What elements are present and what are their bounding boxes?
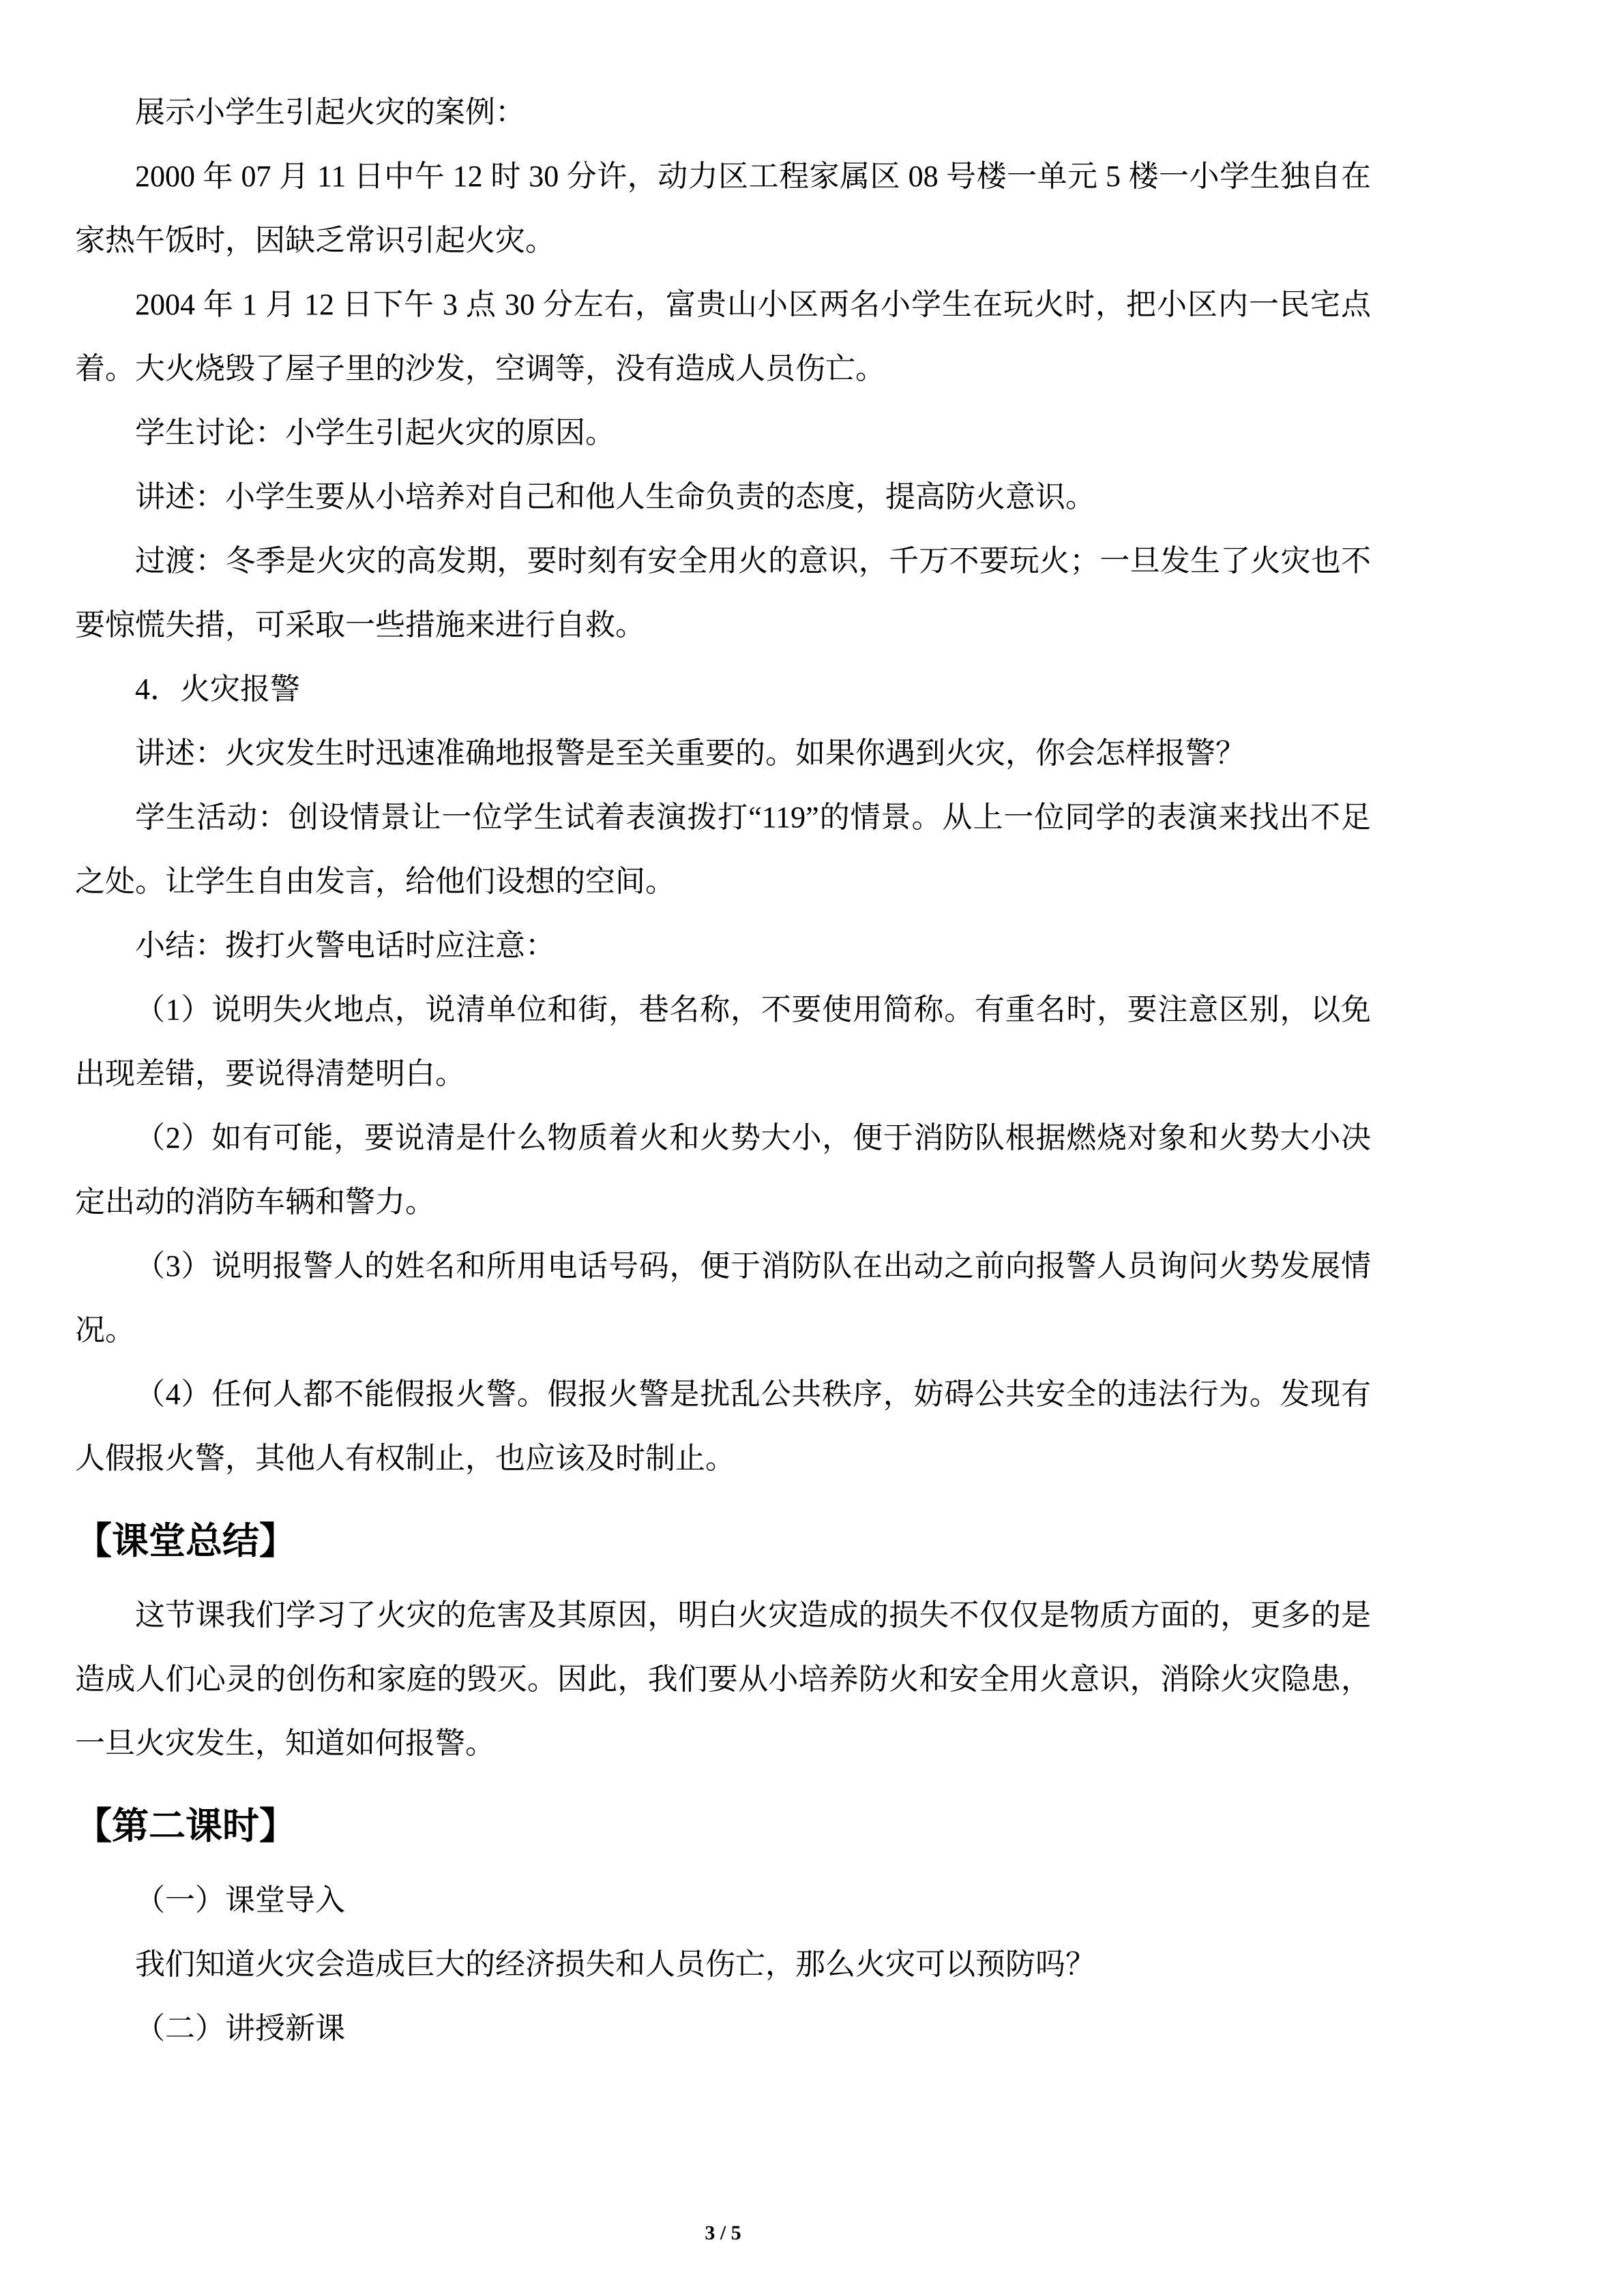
paragraph-case-2000: 2000 年 07 月 11 日中午 12 时 30 分许，动力区工程家属区 08 号楼一单元 5 楼一小学生独自在家热午饭时，因缺乏常识引起火灾。 <box>75 160 1371 257</box>
paragraph-lead-in-question: 我们知道火灾会造成巨大的经济损失和人员伤亡，那么火灾可以预防吗？ <box>135 1948 1095 1981</box>
paragraph-case-intro: 展示小学生引起火灾的案例： <box>135 95 525 129</box>
paragraph-note-1: （1）说明失火地点，说清单位和街，巷名称，不要使用简称。有重名时，要注意区别，以免出现差错，要说得清楚明白。 <box>75 993 1371 1090</box>
paragraph-item-4-fire-alarm: 4．火灾报警 <box>135 672 300 706</box>
page-footer <box>75 2222 1371 2245</box>
paragraph-new-lesson: （二）讲授新课 <box>135 2012 345 2045</box>
paragraph-note-3: （3）说明报警人的姓名和所用电话号码，便于消防队在出动之前向报警人员询问火势发展情况。 <box>75 1249 1371 1347</box>
paragraph-lead-in: （一）课堂导入 <box>135 1883 345 1917</box>
paragraph-summary-intro: 小结：拨打火警电话时应注意： <box>135 929 555 962</box>
paragraph-note-2: （2）如有可能，要说清是什么物质着火和火势大小，便于消防队根据燃烧对象和火势大小决定出动的消防车辆和警力。 <box>75 1121 1371 1219</box>
paragraph-lecture-attitude: 讲述：小学生要从小培养对自己和他人生命负责的态度，提高防火意识。 <box>135 480 1095 513</box>
paragraph-transition: 过渡：冬季是火灾的高发期，要时刻有安全用火的意识，千万不要玩火；一旦发生了火灾也不要惊慌失措，可采取一些措施来进行自救。 <box>75 544 1371 642</box>
paragraph-lecture-alarm: 讲述：火灾发生时迅速准确地报警是至关重要的。如果你遇到火灾，你会怎样报警？ <box>135 736 1245 770</box>
section-heading-class-summary: 【课堂总结】 <box>75 1521 296 1562</box>
paragraph-student-discussion: 学生讨论：小学生引起火灾的原因。 <box>135 416 615 449</box>
paragraph-student-activity: 学生活动：创设情景让一位学生试着表演拨打“119”的情景。从上一位同学的表演来找出不足之处。让学生自由发言，给他们设想的空间。 <box>75 801 1371 898</box>
paragraph-note-4: （4）任何人都不能假报火警。假报火警是扰乱公共秩序，妨碍公共安全的违法行为。发现有人假报火警，其他人有权制止，也应该及时制止。 <box>75 1377 1371 1475</box>
section-heading-second-period: 【第二课时】 <box>75 1806 296 1847</box>
document-body <box>75 80 1371 2061</box>
page-number: 3 / 5 <box>705 2222 741 2244</box>
paragraph-case-2004: 2004 年 1 月 12 日下午 3 点 30 分左右，富贵山小区两名小学生在玩火时，把小区内一民宅点着。大火烧毁了屋子里的沙发，空调等，没有造成人员伤亡。 <box>75 288 1371 385</box>
paragraph-class-summary: 这节课我们学习了火灾的危害及其原因，明白火灾造成的损失不仅仅是物质方面的，更多的是造成人们心灵的创伤和家庭的毁灭。因此，我们要从小培养防火和安全用火意识，消除火灾隐患，一旦火灾发生，知道如何报警。 <box>75 1598 1371 1760</box>
